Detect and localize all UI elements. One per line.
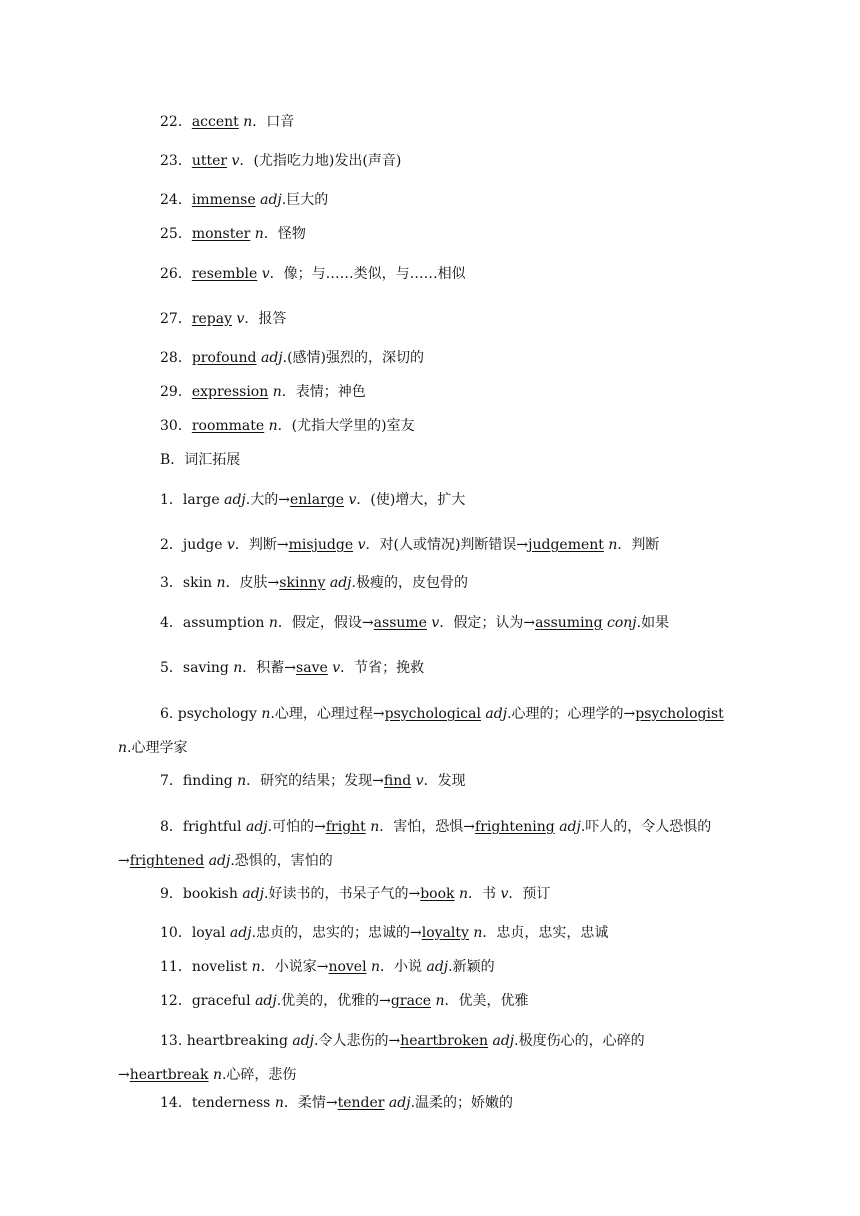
expansion-text: 14．tenderness n．柔情→tender adj.温柔的；娇嫩的: [160, 1095, 514, 1111]
expansion-entry-6: [0, 697, 860, 757]
vocab-word: profound: [191, 350, 257, 366]
expansion-entry-13: [0, 1024, 860, 1084]
vocab-word: immense: [191, 192, 256, 208]
expansion-text: 12．graceful adj.优美的，优雅的→grace n．优美，优雅: [160, 993, 529, 1009]
expansion-entry-8: [0, 810, 860, 870]
expansion-text: 11．novelist n．小说家→novel n．小说 adj.新颖的: [160, 959, 495, 975]
vocab-word: monster: [191, 226, 251, 242]
expansion-text: 2．judge v．判断→misjudge v．对(人或情况)判断错误→judgement n．判断: [160, 537, 660, 553]
vocab-word: roommate: [191, 418, 265, 434]
vocab-word: expression: [191, 384, 269, 400]
vocab-word: repay: [191, 311, 233, 327]
vocab-word: utter: [191, 153, 228, 169]
expansion-text: 13. heartbreaking adj.令人悲伤的→heartbroken adj.极度伤心的，心碎的→heartbreak n.心碎，悲伤: [118, 1033, 645, 1083]
expansion-text: 4．assumption n．假定，假设→assume v．假定；认为→assuming conj.如果: [160, 615, 670, 631]
expansion-text: 5．saving n．积蓄→save v．节省；挽救: [160, 660, 425, 676]
vocab-word: accent: [191, 114, 239, 130]
expansion-text: 1．large adj.大的→enlarge v．(使)增大，扩大: [160, 492, 466, 508]
vocab-word: resemble: [191, 266, 258, 282]
expansion-text: 10．loyal adj.忠贞的，忠实的；忠诚的→loyalty n．忠贞，忠实，忠诚: [160, 925, 609, 941]
expansion-text: 3．skin n．皮肤→skinny adj.极瘦的，皮包骨的: [160, 575, 468, 591]
expansion-text: 9．bookish adj.好读书的，书呆子气的→book n．书 v．预订: [160, 886, 551, 902]
expansion-text: 6. psychology n.心理，心理过程→psychological adj.心理的；心理学的→psychologist n.心理学家: [118, 706, 724, 756]
expansion-text: 7．finding n．研究的结果；发现→find v．发现: [160, 773, 466, 789]
expansion-text: 8．frightful adj.可怕的→fright n．害怕，恐惧→frightening adj.吓人的，令人恐惧的→frightened adj.恐惧的，害怕的: [118, 819, 712, 869]
